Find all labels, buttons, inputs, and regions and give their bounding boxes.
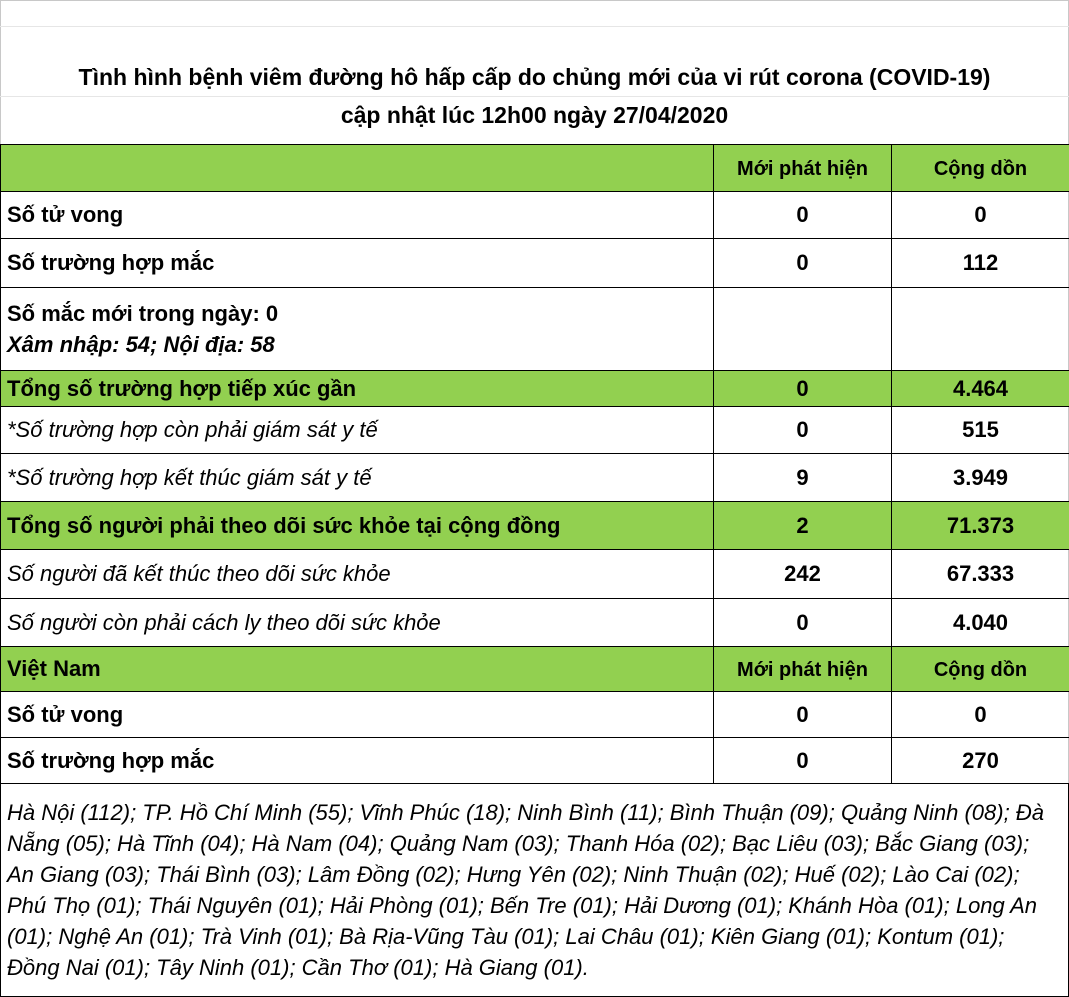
table-row — [1, 692, 1069, 738]
report-update-time: cập nhật lúc 12h00 ngày 27/04/2020 — [340, 102, 729, 128]
monitoring-new: 0 — [714, 407, 892, 454]
vietnam-header-row — [1, 647, 1069, 692]
table-header-row — [1, 145, 1069, 192]
community-tracking-label: Tổng số người phải theo dõi sức khỏe tại cộng đồng — [1, 502, 714, 550]
vn-deaths-label: Số tử vong — [1, 692, 714, 738]
table-row — [1, 239, 1069, 288]
ended-monitoring-label: *Số trường hợp kết thúc giám sát y tế — [1, 454, 714, 502]
deaths-new: 0 — [714, 192, 892, 239]
table-row — [1, 288, 1069, 371]
header-label — [1, 145, 714, 192]
in-isolation-total: 4.040 — [892, 599, 1069, 647]
monitoring-total: 515 — [892, 407, 1069, 454]
new-today-cell — [1, 288, 714, 371]
ended-monitoring-new: 9 — [714, 454, 892, 502]
table-row — [1, 454, 1069, 502]
community-tracking-new: 2 — [714, 502, 892, 550]
in-isolation-new: 0 — [714, 599, 892, 647]
vn-cases-new: 0 — [714, 738, 892, 784]
vietnam-label: Việt Nam — [1, 647, 714, 692]
header-new: Mới phát hiện — [714, 145, 892, 192]
divider — [0, 26, 1069, 27]
vn-deaths-total: 0 — [892, 692, 1069, 738]
header-total: Cộng dồn — [892, 145, 1069, 192]
new-today-line: Số mắc mới trong ngày: 0 — [7, 301, 279, 326]
cases-total: 112 — [892, 239, 1069, 288]
vn-deaths-new: 0 — [714, 692, 892, 738]
report-title-block — [0, 0, 1069, 144]
ended-tracking-label: Số người đã kết thúc theo dõi sức khỏe — [1, 550, 714, 599]
vn-cases-total: 270 — [892, 738, 1069, 784]
close-contacts-new: 0 — [714, 371, 892, 407]
ended-monitoring-total: 3.949 — [892, 454, 1069, 502]
table-row — [1, 407, 1069, 454]
ended-tracking-total: 67.333 — [892, 550, 1069, 599]
table-row — [1, 192, 1069, 239]
close-contacts-total: 4.464 — [892, 371, 1069, 407]
table-row — [1, 738, 1069, 784]
table-row — [1, 550, 1069, 599]
deaths-total: 0 — [892, 192, 1069, 239]
covid-stats-table — [0, 144, 1069, 784]
report-title: Tình hình bệnh viêm đường hô hấp cấp do chủng mới của vi rút corona (COVID-19) — [78, 64, 991, 90]
province-breakdown: Hà Nội (112); TP. Hồ Chí Minh (55); Vĩnh Phúc (18); Ninh Bình (11); Bình Thuận (09); Quảng Ninh (08); Đà Nẵng (05); Hà Tĩnh (04); Hà Nam (04); Quảng Nam (03); Thanh Hóa (02); Bạc Liêu (03); Bắc Giang (03); An Giang (03); Thái Bình (03); Lâm Đồng (02); Hưng Yên (02); Ninh Thuận (02); Huế (02); Lào Cai (02); Phú Thọ (01); Thái Nguyên (01); Hải Phòng (01); Bến Tre (01); Hải Dương (01); Khánh Hòa (01); Long An (01); Nghệ An (01); Trà Vinh (01); Bà Rịa-Vũng Tàu (01); Lai Châu (01); Kiên Giang (01); Kontum (01); Đồng Nai (01); Tây Ninh (01); Cần Thơ (01); Hà Giang (01). — [0, 783, 1069, 997]
in-isolation-label: Số người còn phải cách ly theo dõi sức khỏe — [1, 599, 714, 647]
empty-cell — [892, 288, 1069, 371]
monitoring-label: *Số trường hợp còn phải giám sát y tế — [1, 407, 714, 454]
cases-new: 0 — [714, 239, 892, 288]
ended-tracking-new: 242 — [714, 550, 892, 599]
vietnam-header-new: Mới phát hiện — [714, 647, 892, 692]
community-tracking-total: 71.373 — [892, 502, 1069, 550]
vietnam-header-total: Cộng dồn — [892, 647, 1069, 692]
import-domestic-line: Xâm nhập: 54; Nội địa: 58 — [7, 332, 275, 357]
empty-cell — [714, 288, 892, 371]
vn-cases-label: Số trường hợp mắc — [1, 738, 714, 784]
close-contacts-label: Tổng số trường hợp tiếp xúc gần — [1, 371, 714, 407]
table-row — [1, 599, 1069, 647]
table-row — [1, 502, 1069, 550]
cases-label: Số trường hợp mắc — [1, 239, 714, 288]
divider — [0, 96, 1069, 97]
deaths-label: Số tử vong — [1, 192, 714, 239]
table-row — [1, 371, 1069, 407]
